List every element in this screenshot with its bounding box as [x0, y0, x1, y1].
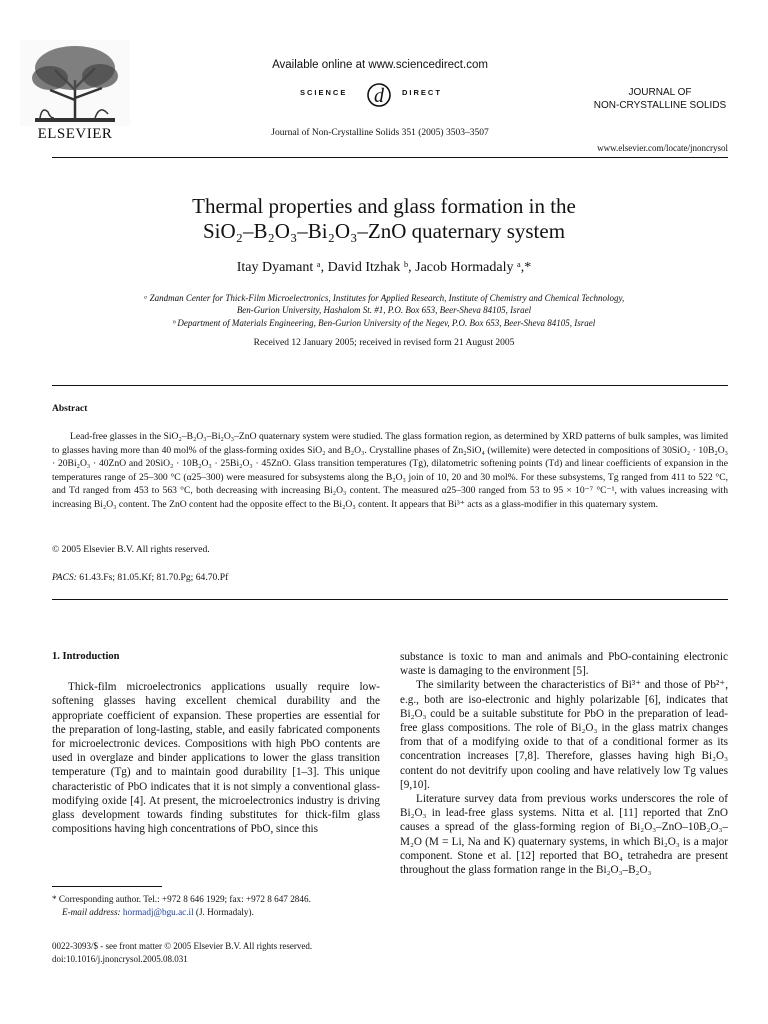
title-line1: Thermal properties and glass formation in the	[192, 194, 576, 218]
intro-paragraph-2: The similarity between the characteristics of Bi³⁺ and those of Pb²⁺, e.g., both are iso-electronic and highly polarizable [6], indicates that Bi₂O₃ could be a suitable substitute for PbO in the preparation of lead-free glass compositions. The role of Bi₂O₃ in the glass matrix changes from that of a modifying oxide to that of a conditional former as its concentration increases [7,8]. Therefore, glasses having high Bi₂O₃ content do not devitrify upon cooling and have relatively low Tg values [9,10].	[400, 679, 728, 791]
email-label: E-mail address:	[62, 907, 121, 917]
available-online-line[interactable]: Available online at www.sciencedirect.com	[272, 59, 488, 71]
section-heading: 1. Introduction	[52, 651, 120, 662]
corresponding-author-footnote	[52, 893, 380, 919]
affiliation-a	[70, 292, 698, 316]
affiliation-a-line1: ᵃ Zandman Center for Thick-Film Microelectronics, Institutes for Applied Research, Institute of Chemistry and Chemical Technology,	[143, 293, 625, 303]
sciencedirect-left-word: SCIENCE	[300, 88, 348, 97]
issn-doi-block	[52, 940, 392, 966]
svg-text:d: d	[374, 85, 384, 107]
affiliation-b: ᵇ Department of Materials Engineering, Ben-Gurion University of the Negev, P.O. Box 653, Beer-Sheva 84105, Israel	[172, 318, 596, 328]
right-column	[400, 650, 728, 877]
sciencedirect-d-logo-icon	[364, 80, 394, 108]
email-suffix: (J. Hormadaly).	[193, 907, 254, 917]
left-column	[52, 650, 380, 836]
title-line2: SiO₂–B₂O₃–Bi₂O₃–ZnO quaternary system	[202, 219, 566, 243]
corresponding-author-line: * Corresponding author. Tel.: +972 8 646 1929; fax: +972 8 647 2846.	[52, 894, 311, 904]
abstract-copyright: © 2005 Elsevier B.V. All rights reserved.	[52, 544, 210, 555]
elsevier-tree-logo-icon	[20, 40, 130, 140]
journal-url[interactable]: www.elsevier.com/locate/jnoncrysol	[597, 143, 728, 153]
journal-logo-line2: NON-CRYSTALLINE SOLIDS	[593, 100, 727, 111]
author-list: Itay Dyamant ᵃ, David Itzhak ᵇ, Jacob Hormadaly ᵃ,*	[236, 260, 532, 275]
journal-logo-line1: JOURNAL OF	[628, 87, 692, 98]
abstract-bottom-divider	[52, 599, 728, 600]
affiliation-a-line2: Ben-Gurion University, Hashalom St. #1, P.O. Box 653, Beer-Sheva 84105, Israel	[236, 305, 532, 315]
email-link[interactable]: hormadj@bgu.ac.il	[122, 907, 194, 917]
doi-line[interactable]: doi:10.1016/j.jnoncrysol.2005.08.031	[52, 954, 188, 964]
journal-logo	[580, 86, 740, 112]
sciencedirect-logo	[280, 80, 480, 108]
sciencedirect-right-word: DIRECT	[402, 88, 442, 97]
abstract-top-divider	[52, 385, 728, 386]
footnote-divider	[52, 886, 162, 887]
abstract-body	[52, 430, 728, 512]
issn-line: 0022-3093/$ - see front matter © 2005 Elsevier B.V. All rights reserved.	[52, 941, 313, 951]
header-divider	[52, 157, 728, 158]
email-line	[52, 906, 380, 919]
article-title	[60, 194, 708, 244]
received-dates: Received 12 January 2005; received in revised form 21 August 2005	[253, 338, 515, 348]
intro-paragraph-3: Literature survey data from previous works underscores the role of Bi₂O₃ in lead-free glass systems. Nitta et al. [11] reported that ZnO causes a spread of the glass-forming region of Bi₂O₃–ZnO–10B₂O₃–M₂O (M = Li, Na and K) quaternary systems, in which Bi₂O₃ is a major component. Stone et al. [12] reported that BO₄ tetrahedra are present throughout the glass formation range in the Bi₂O₃–B₂O₃	[400, 793, 728, 877]
journal-citation: Journal of Non-Crystalline Solids 351 (2005) 3503–3507	[271, 128, 489, 138]
abstract-text: Lead-free glasses in the SiO₂–B₂O₃–Bi₂O₃–ZnO quaternary system were studied. The glass formation region, as determined by XRD patterns of bulk samples, was limited to glasses having more than 40 mol% of the glass-forming oxides SiO₂ and B₂O₃. Crystalline phases of Zn₂SiO₄ (willemite) were detected in compositions of 30SiO₂ · 10B₂O₃ · 20Bi₂O₃ · 40ZnO and 20SiO₂ · 10B₂O₃ · 25Bi₂O₃ · 45ZnO. Glass transition temperatures (Tg), dilatometric softening points (Td) and linear coefficients of expansion in the temperatures range of 25–300 °C (α25–300) were measured for subsystems along the B₂O₃ join of 10, 20 and 30 mol%. For these subsystems, Tg ranged from 411 to 522 °C, and Td ranged from 453 to 563 °C, both decreasing with increasing Bi₂O₃ content. The measured α25–300 ranged from 53 to 95 × 10⁻⁷ °C⁻¹, with values increasing with increasing Bi₂O₃ content. The ZnO content had the opposite effect to the Bi₂O₃ content. It appears that Bi³⁺ acts as a glass-modifier in this quaternary system.	[52, 431, 728, 510]
intro-paragraph-1: Thick-film microelectronics applications usually require low-softening glasses having excellent chemical durability and the appropriate coefficient of expansion. These properties are essential for the preparation of long-lasting, stable, and easily fabricated components for microelectronic devices. Compositions with high PbO contents are used in overglaze and binder applications to lower the glass transition temperature (Tg) and to maintain good durability [1–3]. This unique characteristic of PbO indicates that it is not simply a conventional glass-modifying oxide [4]. At present, the microelectronics industry is driving glass development towards finding substitutes for thick-film glass compositions having high concentrations of PbO, since this	[52, 681, 380, 836]
pacs-label: PACS:	[52, 572, 77, 583]
intro-paragraph-1-continued: substance is toxic to man and animals and PbO-containing electronic waste is damaging to the environment [5].	[400, 651, 728, 678]
abstract-heading: Abstract	[52, 404, 88, 414]
publisher-name: ELSEVIER	[37, 126, 113, 142]
pacs-values: 61.43.Fs; 81.05.Kf; 81.70.Pg; 64.70.Pf	[76, 572, 229, 583]
pacs-line	[52, 572, 228, 583]
